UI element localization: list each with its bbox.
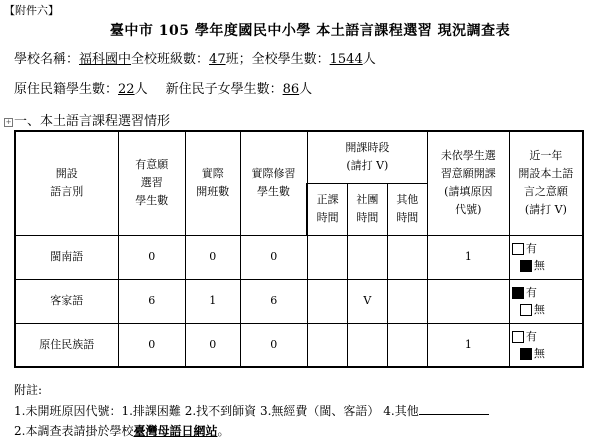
intent-yes-option[interactable]: 有 (510, 284, 582, 301)
school-name-label: 學校名稱： (14, 52, 80, 67)
row-enrolled: 0 (240, 235, 307, 279)
other-reason-blank[interactable] (419, 402, 489, 415)
row-enrolled: 6 (240, 279, 307, 323)
school-info-line-2 (14, 78, 312, 97)
header-actual-classes: 實際 開班數 (185, 131, 240, 235)
header-language: 開設 語言別 (15, 131, 118, 235)
table-move-handle-icon[interactable]: + (5, 118, 12, 126)
new-resident-count-value: 86 (282, 82, 300, 97)
header-row-1 (15, 131, 583, 183)
row-reason-code[interactable] (427, 279, 509, 323)
header-period-club: 社團 時間 (347, 183, 387, 235)
intent-yes-option[interactable]: 有 (510, 328, 582, 345)
row-language: 閩南語 (15, 235, 118, 279)
notes-line-1: 1.未開班原因代號：1.排課困難 2.找不到師資 3.無經費（閩、客語） 4.其他 (14, 402, 489, 419)
row-willing: 6 (118, 279, 185, 323)
intent-no-option[interactable]: 無 (510, 301, 582, 318)
header-period-group: 開課時段 (請打 V) (307, 131, 427, 183)
course-survey-table (14, 130, 584, 368)
checkbox-no[interactable] (520, 260, 532, 272)
row-language: 原住民族語 (15, 323, 118, 367)
school-name-value: 福科國中 (79, 52, 132, 67)
row-reason-code[interactable]: 1 (427, 323, 509, 367)
header-willing-students: 有意願 選習 學生數 (118, 131, 185, 235)
row-classes: 1 (185, 279, 240, 323)
header-enrolled-students: 實際修習 學生數 (240, 131, 307, 235)
new-resident-count-unit: 人 (299, 82, 313, 97)
row-enrolled: 0 (240, 323, 307, 367)
attachment-tag: 【附件六】 (4, 4, 59, 17)
notes-heading: 附註: (14, 383, 43, 397)
student-count-unit: 人 (362, 52, 376, 67)
row-willing: 0 (118, 323, 185, 367)
row-period-regular[interactable] (307, 279, 347, 323)
row-intent (509, 323, 583, 367)
row-reason-code[interactable]: 1 (427, 235, 509, 279)
row-period-regular[interactable] (307, 235, 347, 279)
row-period-club[interactable]: V (347, 279, 387, 323)
table-row (15, 323, 583, 367)
checkbox-no[interactable] (520, 348, 532, 360)
new-resident-count-label: 新住民子女學生數： (165, 82, 283, 97)
checkbox-yes[interactable] (512, 243, 524, 255)
checkbox-no[interactable] (520, 304, 532, 316)
student-count-value: 1544 (329, 52, 363, 67)
row-intent (509, 235, 583, 279)
section-title: 一、本土語言課程選習情形 (14, 114, 171, 129)
indigenous-count-label: 原住民籍學生數： (14, 82, 119, 97)
header-not-opened-reason: 未依學生選 習意願開課 (請填原因 代號) (427, 131, 509, 235)
intent-no-option[interactable]: 無 (510, 257, 582, 274)
table-row (15, 279, 583, 323)
notes-line-2: 2.本調查表請掛於學校臺灣母語日網站。 (14, 424, 230, 438)
mother-tongue-website-link[interactable]: 臺灣母語日網站 (133, 424, 218, 438)
row-period-other[interactable] (387, 323, 427, 367)
row-intent (509, 279, 583, 323)
class-count-unit: 班； (225, 52, 252, 67)
indigenous-count-value: 22 (118, 82, 135, 97)
student-count-label: 全校學生數： (251, 52, 330, 67)
row-period-club[interactable] (347, 235, 387, 279)
checkbox-yes[interactable] (512, 331, 524, 343)
table-row (15, 235, 583, 279)
checkbox-yes[interactable] (512, 287, 524, 299)
row-period-other[interactable] (387, 279, 427, 323)
row-willing: 0 (118, 235, 185, 279)
row-language: 客家語 (15, 279, 118, 323)
row-classes: 0 (185, 323, 240, 367)
header-period-regular: 正課 時間 (307, 183, 347, 235)
header-period-other: 其他 時間 (387, 183, 427, 235)
class-count-label: 全校班級數： (131, 52, 210, 67)
school-info-line-1 (14, 48, 376, 67)
intent-yes-option[interactable]: 有 (510, 240, 582, 257)
row-classes: 0 (185, 235, 240, 279)
row-period-other[interactable] (387, 235, 427, 279)
page-title: 臺中市 105 學年度國民中小學 本土語言課程選習 現況調查表 (109, 23, 511, 39)
row-period-club[interactable] (347, 323, 387, 367)
indigenous-count-unit: 人 (134, 82, 148, 97)
header-intent: 近一年 開設本土語 言之意願 (請打 V) (509, 131, 583, 235)
intent-no-option[interactable]: 無 (510, 345, 582, 362)
class-count-value: 47 (209, 52, 226, 67)
row-period-regular[interactable] (307, 323, 347, 367)
